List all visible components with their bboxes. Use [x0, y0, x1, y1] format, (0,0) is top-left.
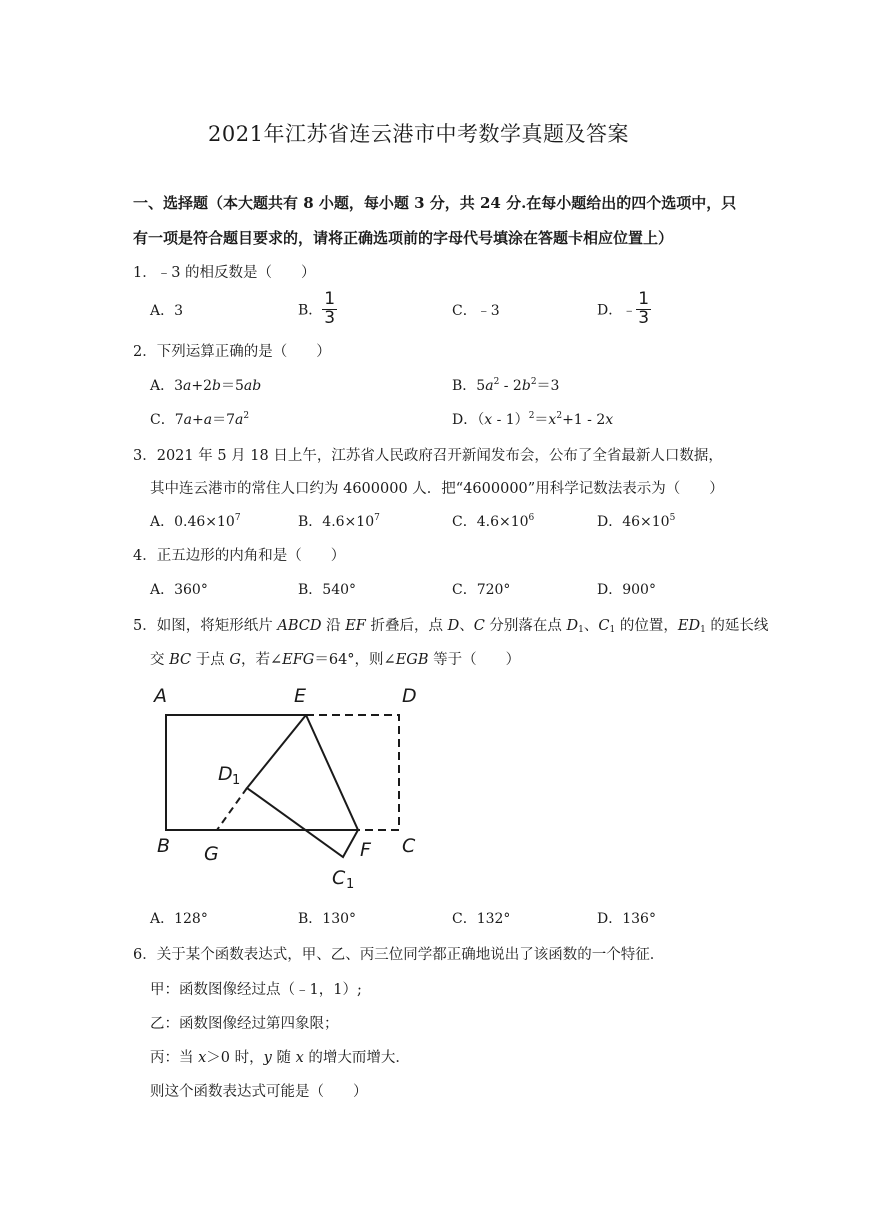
question-4-stem: 4．正五边形的内角和是（ ） [133, 548, 346, 564]
q3-option-a: A．$0.46\times 10^7$ [150, 513, 241, 530]
label-C1-sub: 1 [346, 877, 355, 892]
label-E: E [294, 685, 307, 707]
q4-option-c: C．720° [452, 582, 511, 598]
q5-option-b: B．130° [298, 911, 357, 927]
question-5-line2: 交 BC 于点 G，若∠EFG＝64°，则∠EGB 等于（ ） [150, 652, 521, 668]
question-5-line1: 5．如图，将矩形纸片 ABCD 沿 EF 折叠后，点 D、C 分别落在点 $D_1$、$C_1$ 的位置，$ED_1$ 的延长线 [133, 618, 769, 635]
q4-option-d: D．900° [597, 582, 656, 598]
q1-option-d: D．﹣ $\frac{1}{3}$ [597, 289, 650, 328]
question-3-line2: 其中连云港市的常住人口约为 4600000 人．把“4600000”用科学记数法表示为（ ） [150, 481, 724, 497]
label-F: F [360, 839, 371, 861]
label-C1: C [332, 867, 346, 889]
fraction-neg-one-third: $\frac{1}{3}$ [638, 289, 650, 328]
question-2-stem: 2．下列运算正确的是（ ） [133, 344, 331, 360]
q2-option-c: C．$7a+a=7a^2$ [150, 411, 250, 428]
label-B: B [157, 835, 171, 857]
q6-condition-jia: 甲：函数图像经过点（﹣1，1）; [150, 982, 362, 998]
label-D1: D [218, 763, 233, 785]
question-6-stem: 6．关于某个函数表达式，甲、乙、丙三位同学都正确地说出了该函数的一个特征． [133, 947, 665, 963]
q2-option-b: B．$5a^2 - 2b^2=3$ [452, 377, 560, 394]
q6-condition-yi: 乙：函数图像经过第四象限； [150, 1016, 339, 1032]
section-heading-line2: 有一项是符合题目要求的，请将正确选项前的字母代号填涂在答题卡相应位置上） [133, 229, 674, 247]
label-D: D [402, 685, 417, 707]
q5-option-a: A．128° [150, 911, 208, 927]
q1-option-b: B． $\frac{1}{3}$ [298, 289, 336, 328]
label-A: A [154, 685, 167, 707]
q5-option-c: C．132° [452, 911, 511, 927]
q3-option-d: D．$46\times 10^5$ [597, 513, 676, 530]
q1-option-c: C．﹣3 [452, 303, 500, 319]
fraction-one-third: $\frac{1}{3}$ [324, 289, 336, 328]
page-title: 2021年江苏省连云港市中考数学真题及答案 [208, 122, 629, 146]
section-heading-line1: 一、选择题（本大题共有 8 小题，每小题 3 分，共 24 分.在每小题给出的四个选项中，只 [133, 194, 737, 212]
q2-option-a: A．3a+2b＝5ab [150, 378, 262, 394]
question-1-stem: 1．﹣3 的相反数是（ ） [133, 265, 316, 281]
q5-option-d: D．136° [597, 911, 656, 927]
folded-flap [247, 715, 358, 857]
rectangle-dashed-edges [306, 715, 399, 830]
label-G: G [204, 843, 219, 865]
q3-option-b: B．$4.6\times 10^7$ [298, 513, 380, 530]
label-C: C [402, 835, 416, 857]
q4-option-a: A．360° [150, 582, 208, 598]
q1-option-a: A．3 [150, 303, 184, 319]
q3-option-c: C．$4.6\times 10^6$ [452, 513, 535, 530]
label-D1-sub: 1 [232, 773, 241, 788]
question-3-line1: 3．2021 年 5 月 18 日上午，江苏省人民政府召开新闻发布会，公布了全省最新人口数据， [133, 448, 723, 464]
extension-line-dashed [217, 788, 247, 830]
q2-option-d: D．$(x - 1)^2=x^2+1 - 2x$ [452, 411, 614, 428]
rectangle-solid-edges [166, 715, 358, 830]
q4-option-b: B．540° [298, 582, 357, 598]
q5-folded-rectangle-figure [145, 680, 435, 895]
q6-condition-bing: 丙：当 x＞0 时，y 随 x 的增大而增大． [150, 1050, 410, 1066]
q6-ask: 则这个函数表达式可能是（ ） [150, 1084, 368, 1100]
